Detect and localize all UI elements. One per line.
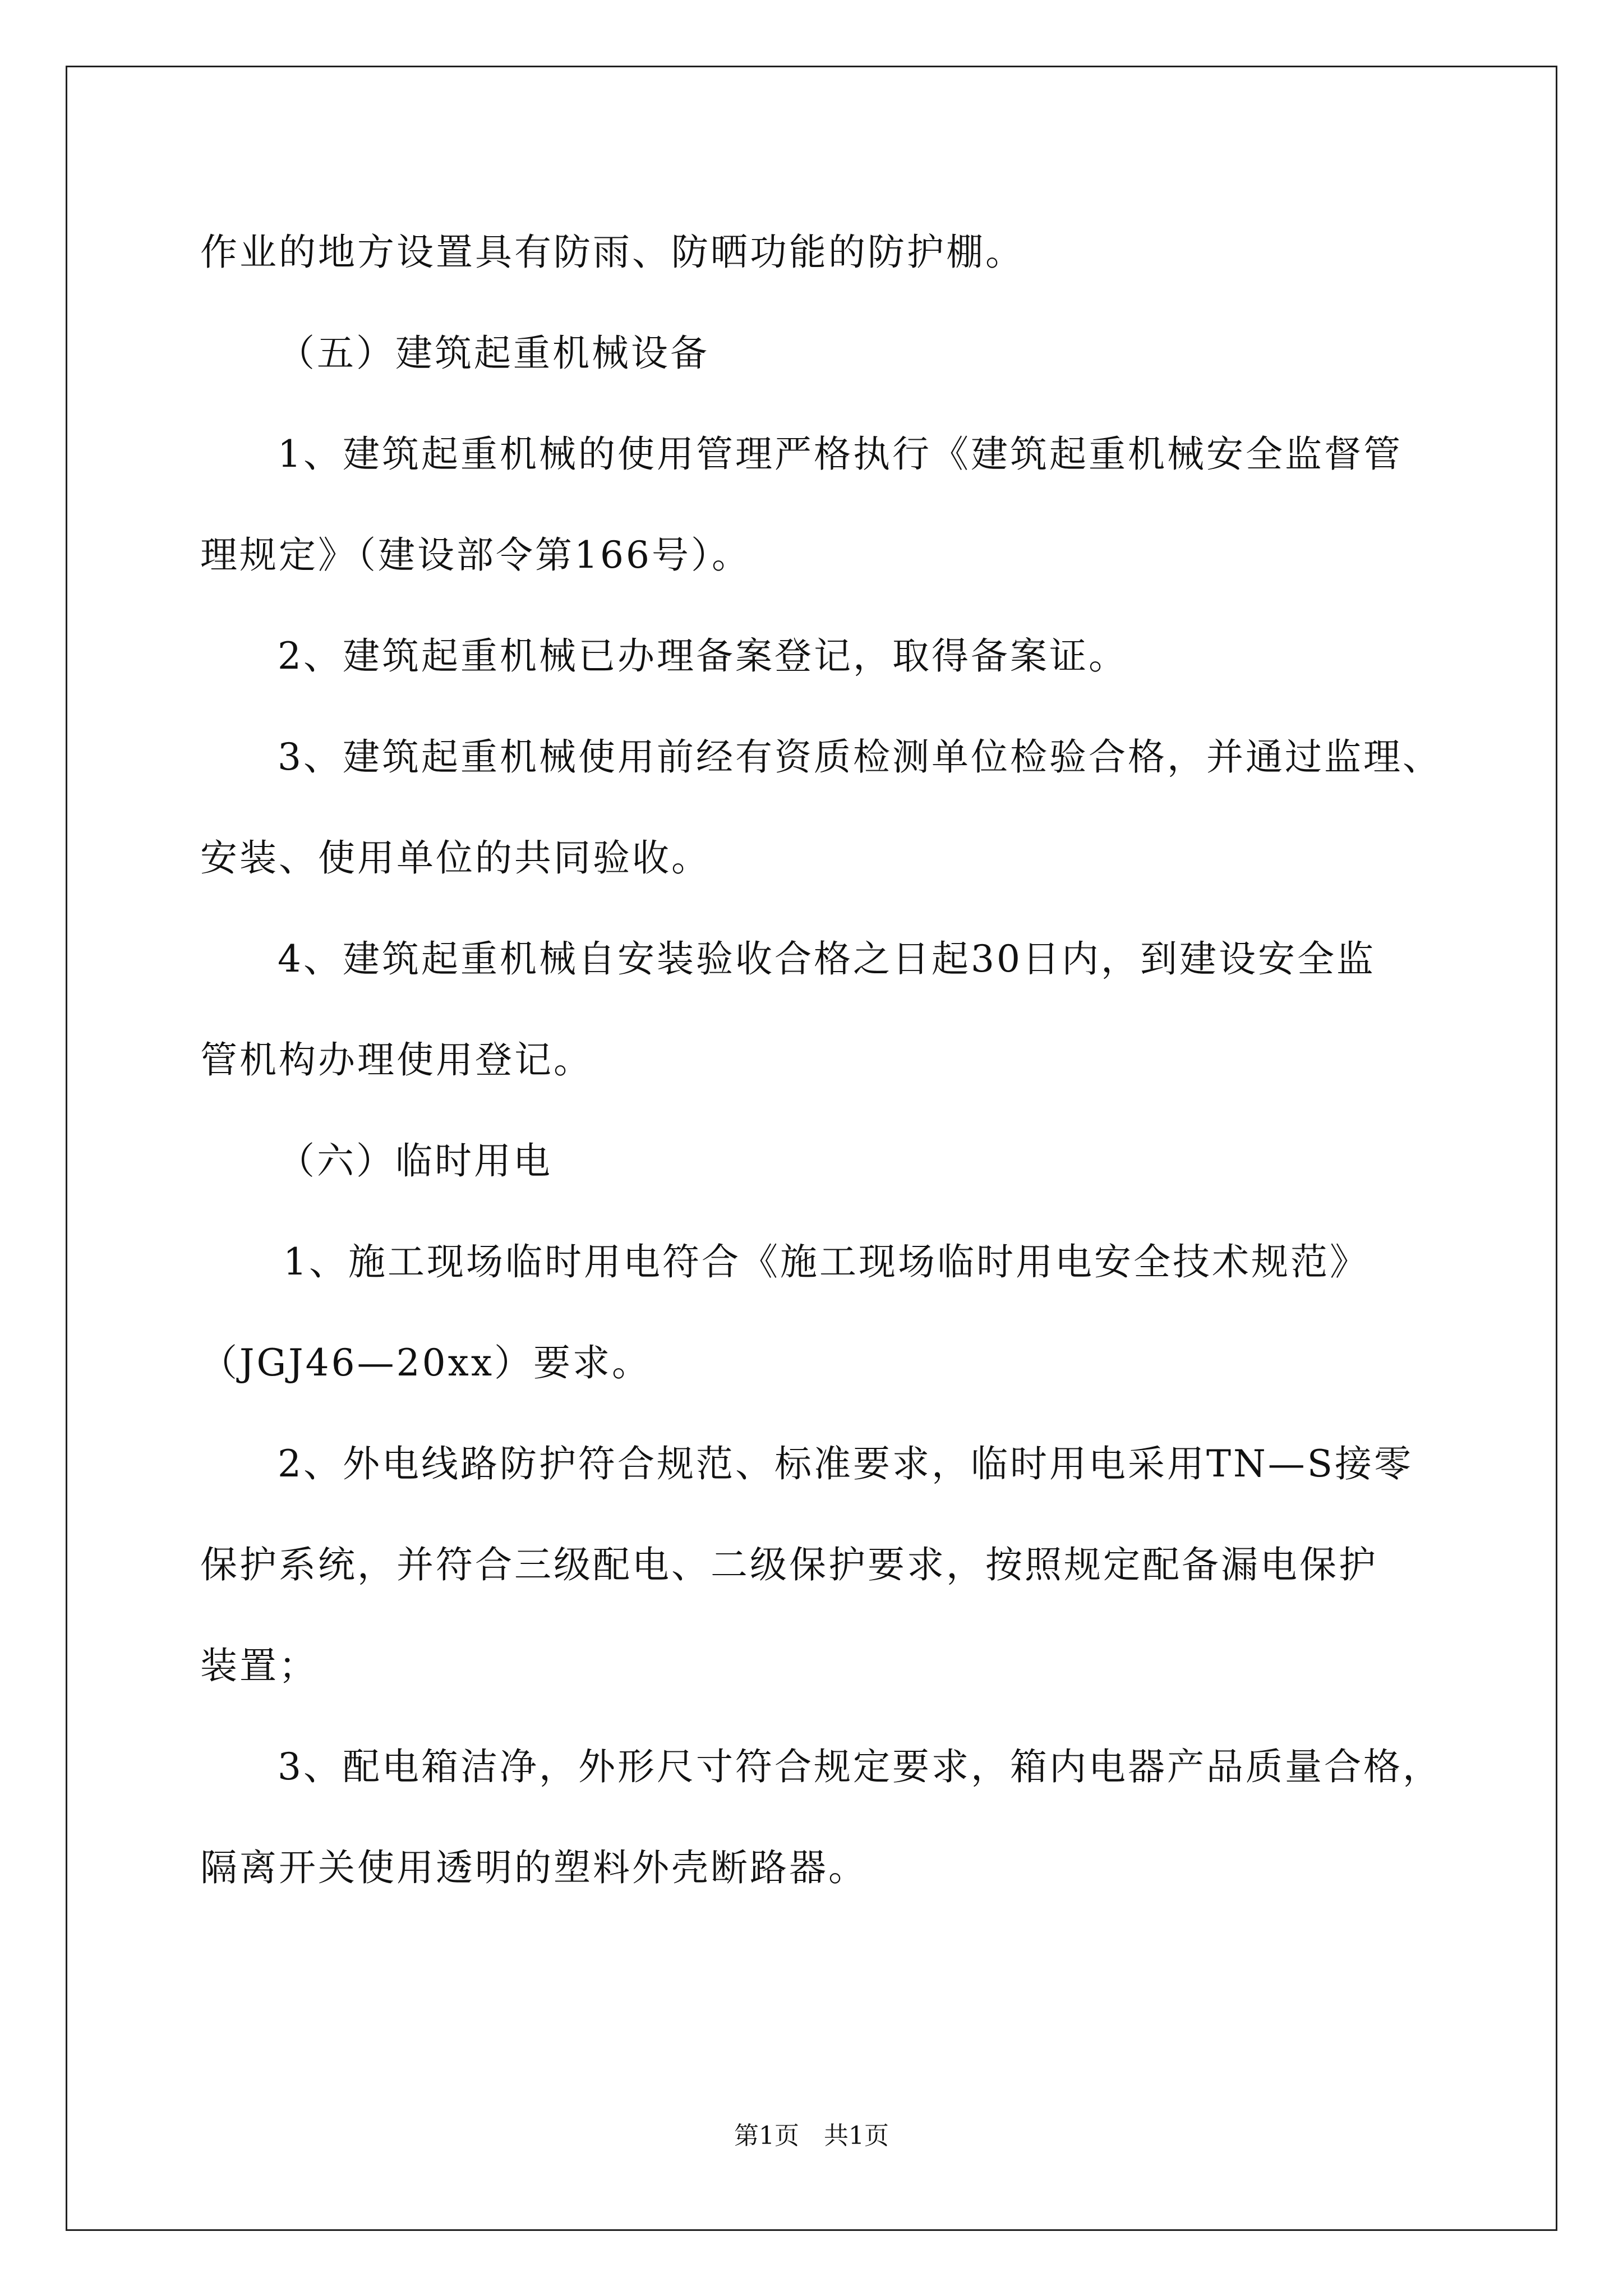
paragraph-line: 1、建筑起重机械的使用管理严格执行《建筑起重机械安全监督管 bbox=[278, 432, 1403, 476]
paragraph-line: 3、建筑起重机械使用前经有资质检测单位检验合格，并通过监理、 bbox=[278, 735, 1442, 779]
paragraph-line: 2、建筑起重机械已办理备案登记，取得备案证。 bbox=[278, 634, 1128, 678]
paragraph-line: 作业的地方设置具有防雨、防晒功能的防护棚。 bbox=[200, 231, 1025, 274]
page-footer: 第1页 共1页 bbox=[734, 2122, 889, 2150]
paragraph-line: 2、外电线路防护符合规范、标准要求，临时用电采用TN—S接零 bbox=[278, 1442, 1413, 1485]
paragraph-line: 隔离开关使用透明的塑料外壳断路器。 bbox=[200, 1846, 868, 1889]
paragraph-line: 理规定》（建设部令第166号）。 bbox=[200, 533, 751, 577]
section-heading: （六）临时用电 bbox=[278, 1139, 552, 1182]
paragraph-line: 管机构办理使用登记。 bbox=[200, 1038, 593, 1082]
section-heading: （五）建筑起重机械设备 bbox=[278, 332, 709, 375]
paragraph-line: 装置； bbox=[200, 1644, 318, 1687]
paragraph-line: 安装、使用单位的共同验收。 bbox=[200, 836, 711, 880]
paragraph-line: 保护系统，并符合三级配电、二级保护要求，按照规定配备漏电保护 bbox=[200, 1543, 1378, 1586]
paragraph-line: 4、建筑起重机械自安装验收合格之日起30日内，到建设安全监 bbox=[278, 937, 1376, 981]
paragraph-line: 3、配电箱洁净，外形尺寸符合规定要求，箱内电器产品质量合格， bbox=[278, 1745, 1442, 1788]
paragraph-line: （JGJ46—20xx）要求。 bbox=[200, 1341, 652, 1384]
paragraph-line: 1、施工现场临时用电符合《施工现场临时用电安全技术规范》 bbox=[283, 1240, 1369, 1283]
